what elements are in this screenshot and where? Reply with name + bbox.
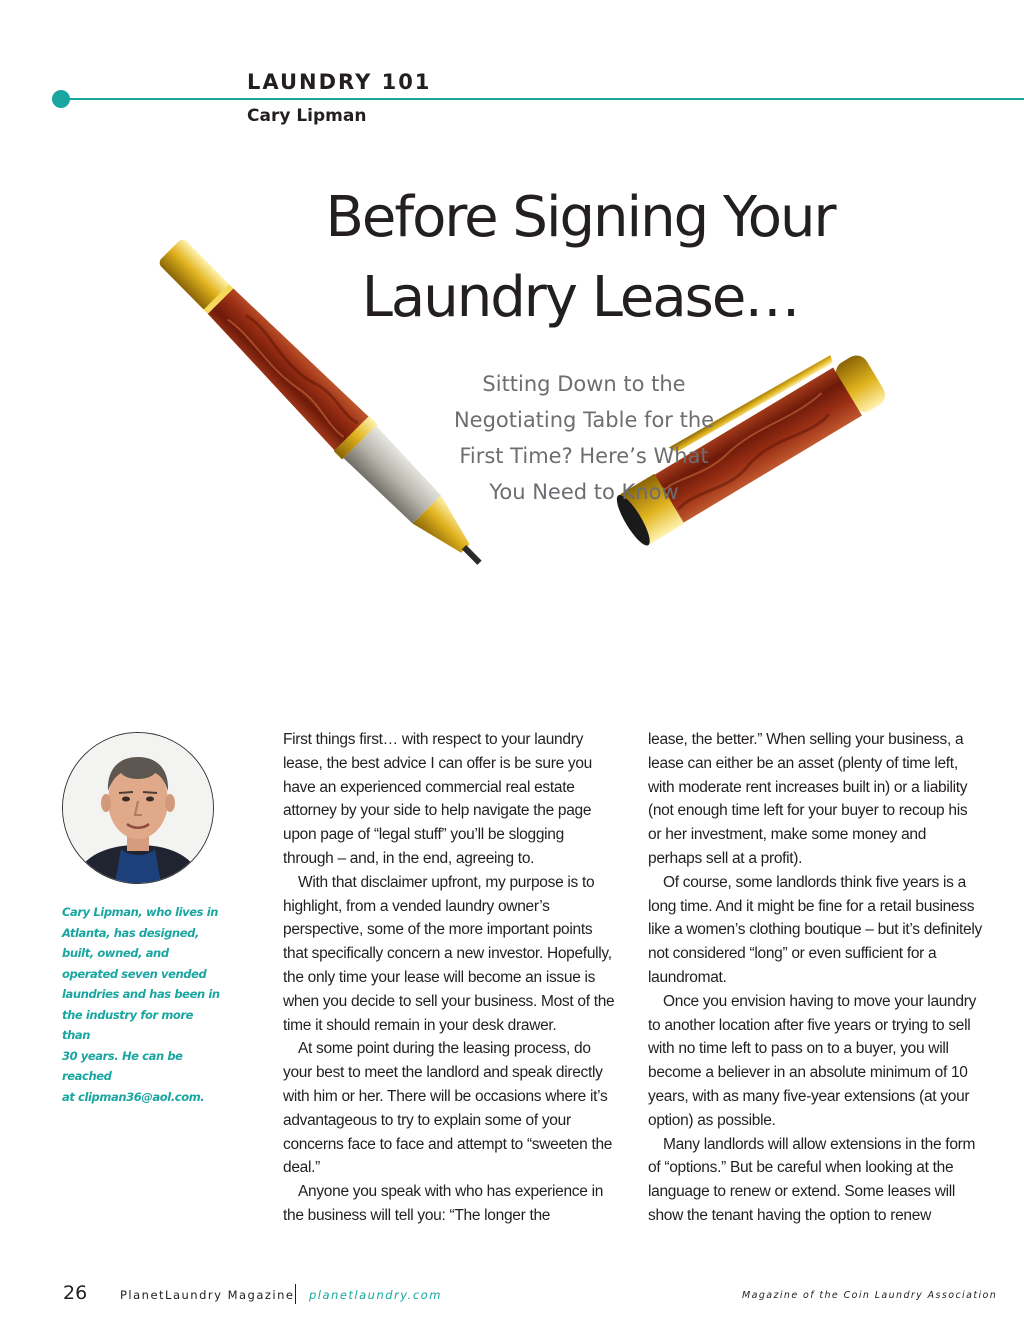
- bio-line: operated seven vended: [62, 966, 207, 981]
- bio-line: the industry for more than: [62, 1007, 194, 1042]
- bio-line: Cary Lipman, who lives in: [62, 905, 219, 919]
- bio-line: built, owned, and: [62, 946, 169, 960]
- section-label: LAUNDRY 101: [247, 70, 432, 94]
- paragraph: Once you envision having to move your laundry to another location after five years or trying to sell with no time left to pass on to a buyer, you will become a believer in an absolute minimum of 10 years, with as many five-year extensions (at your option) as possible.: [648, 992, 977, 1129]
- page-number: 26: [63, 1282, 88, 1304]
- article-subtitle: [440, 366, 728, 510]
- author-name: Cary Lipman: [247, 106, 367, 126]
- subtitle-line: Sitting Down to the: [482, 372, 686, 396]
- magazine-name: PlanetLaundry Magazine: [120, 1288, 295, 1302]
- article-column-1: [283, 728, 618, 1228]
- subtitle-line: You Need to Know: [489, 480, 679, 504]
- paragraph: Of course, some landlords think five years is a long time. And it might be fine for a retail business like a women’s clothing boutique – but it’s definitely not considered “long” or even sufficient for a laundromat.: [648, 873, 982, 986]
- bio-line: at clipman36@aol.com.: [62, 1089, 205, 1104]
- article-title: [300, 178, 860, 338]
- article-column-2: [648, 728, 983, 1228]
- website-link[interactable]: planetlaundry.com: [309, 1288, 442, 1302]
- bio-line: laundries and has been in: [62, 987, 220, 1001]
- paragraph: With that disclaimer upfront, my purpose is to highlight, from a vended laundry owner’s perspective, some of the more important points that specifically concern a new investor. Hopefully, the only time your lease will become an issue is when you decide to sell your business. Most of the time it should remain in your desk drawer.: [283, 873, 615, 1034]
- paragraph: Many landlords will allow extensions in the form of “options.” But be careful when looking at the language to renew or extend. Some leases will show the tenant having the option to renew: [648, 1135, 976, 1224]
- title-line: Before Signing Your: [325, 185, 835, 250]
- teal-dot-icon: [52, 90, 70, 108]
- header-rule: [60, 98, 1024, 100]
- bio-line: Atlanta, has designed,: [62, 925, 199, 940]
- author-bio: [62, 902, 222, 1107]
- paragraph: Anyone you speak with who has experience in the business will tell you: “The longer the: [283, 1183, 604, 1224]
- footer-divider: [295, 1284, 296, 1304]
- magazine-tagline: Magazine of the Coin Laundry Association: [742, 1290, 998, 1301]
- paragraph: At some point during the leasing process, do your best to meet the landlord and speak directly with him or her. There will be occasions where it’s advantageous to try to explain some of your concerns face to face and attempt to “sweeten the deal.”: [283, 1040, 613, 1177]
- bio-line: 30 years. He can be reached: [62, 1048, 183, 1083]
- paragraph: lease, the better.” When selling your business, a lease can either be an asset (plenty of time left, with moderate rent increases built in) or a liability (not enough time left for your buyer to recoup his or her investment, make some money and perhaps sell at a profit).: [648, 731, 968, 867]
- paragraph: First things first… with respect to your laundry lease, the best advice I can offer is be sure you have an experienced commercial real estate attorney by your side to help navigate the page upon page of “legal stuff” you’ll be slogging through – and, in the end, agreeing to.: [283, 731, 592, 867]
- subtitle-line: Negotiating Table for the: [453, 408, 715, 432]
- author-photo: [62, 732, 214, 884]
- subtitle-line: First Time? Here’s What: [459, 444, 709, 468]
- title-line: Laundry Lease…: [361, 265, 799, 330]
